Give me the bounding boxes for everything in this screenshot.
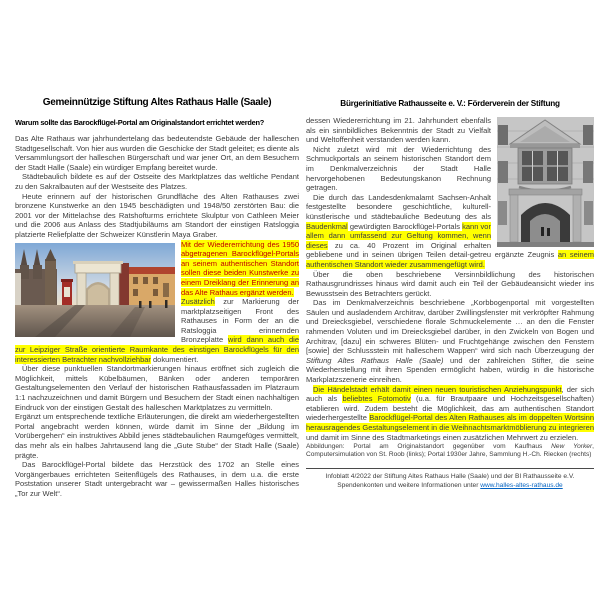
right-column-title: Bürgerinitiative Rathausseite e. V.: Förderverein der Stiftung xyxy=(340,99,560,108)
left-column xyxy=(15,97,299,499)
paragraph: Über die oben beschriebene Versinnbildlichung des historischen Rathausgrundrisses hinaus wird damit auch ein Teil der Gebäudeansicht wieder ins Bewusstsein des Betrachters gerückt. xyxy=(306,269,594,298)
footer-line2 xyxy=(306,482,594,491)
paragraph: Das im Denkmalverzeichnis beschriebene „Korbbogenportal mit vorgestellten Säulen und ausladendem Architrav, darüber Zwillingsfenster mit verkröpfter Rahmung und Dreiecksgiebel, verschiedene florale Schmuckelemente … an den die Fenster rahmenden Voluten und im Dreiecksgiebel darüber, in den Zwickeln von Bogen und Architrav, [dazu] ein schweres Blüten- und Fruchtgehänge zwischen den Fenstern [sowie] der Schlussstein mit halleschem Wappen“ wird sich nach Überzeugung der Stiftung Altes Rathaus Halle (Saale) und der zahlreichen Stifter, die seine Wiederherstellung mit ihren Spenden ermöglicht haben, würdig in die historische Markplatzszenerie einreihen. xyxy=(306,298,594,385)
footer-line2-text: Spendenkonten und weitere Informationen unter xyxy=(337,481,481,489)
paragraph: Das Barockflügel-Portal bildete das Herzstück des 1702 an Stelle eines Vorgängerbaues errichteten Seitenflügels des Rathauses, in dem u.a. die erste Poststation unserer Stadt untergebracht war – gewissermaßen Halles historisches „Tor zur Welt“. xyxy=(15,460,299,498)
paragraph: Heute erinnern auf der historischen Grundfläche des Alten Rathauses zwei bronzene Kunstwerke an den 1945 beschädigten und 1948/50 zerstörten Bau: die 2001 vor der Mittelachse des Ratshofturms errichtete Skulptur von Cathleen Meier und die 2006 aus Anlass des Stadtjubiläums am Standort der einstigen Ratsloggia platzierte Reliefplatte der Schweizer Künstlerin Maya Graber. xyxy=(15,191,299,239)
website-link[interactable]: www.halles-altes-rathaus.de xyxy=(480,481,563,489)
paragraph: Nicht zuletzt wird mit der Wiederrichtung des Schmuckportals an seinem historischen Standort dem im Denkmalverzeichnis der Stadt Halle hervorgehobenen Bedeutungskanon Rechnung getragen. xyxy=(306,144,491,193)
image-credits-caption: Abbildungen: Portal am Originalstandort gegenüber vom Kaufhaus New Yorker, Computersimulation von St. Roob (links); Portal 1930er Jahre, Sammlung H.-Ch. Riecken (rechts) xyxy=(306,443,594,459)
portal-photo-illustration xyxy=(497,117,594,247)
footer-divider xyxy=(306,468,594,469)
footer-line1: Infoblatt 4/2022 der Stiftung Altes Rathaus Halle (Saale) und der BI Rathausseite e.V. xyxy=(325,472,575,480)
left-column-title: Gemeinnützige Stiftung Altes Rathaus Halle (Saale) xyxy=(42,97,272,108)
paragraph: Städtebaulich bildete es auf der Ostseite des Marktplatzes das weltliche Pendant zu den Sakralbauten auf der Westseite des Platzes. xyxy=(15,172,299,191)
paragraph: Das Alte Rathaus war jahrhundertelang das bedeutendste Gebäude der halleschen Stadtgesellschaft. Von hier aus wurden die Geschicke der Stadt geleitet; es diente als Versammlungsort der halleschen Bürgerschaft und war jener Ort, an dem Besuchern der Stadt Halle (Saale) ein würdiger Empfang bereitet wurde. xyxy=(15,134,299,172)
paragraph: Die durch das Landesdenkmalamt Sachsen-Anhalt festgestellte besondere geschichtliche, kulturell-künstlerische und städtebauliche Bedeutung des als Baudenkmal gewürdigten Barockflügel-Portals kann vor allem dann umfassend zur Geltung kommen, wenn dieses zu ca. 40 Prozent im Original erhalten gebliebene und in seinen übrigen Teilen detail-getreu ergänzte Zeugnis an seinem authentischen Standort wieder zusammengefügt wird. xyxy=(306,192,594,269)
paragraph: dessen Wiedererrichtung im 21. Jahrhundert ebenfalls als ein sinnbildliches Bekenntnis der Stadt zu Vielfalt und Weltoffenheit verstanden werden kann. xyxy=(306,116,491,145)
left-column-question: Warum sollte das Barockflügel-Portal am Originalstandort errichtet werden? xyxy=(15,118,264,127)
paragraph: Ergänzt um entsprechende textliche Erläuterungen, die direkt am wiederhergestellten Portal angebracht werden können, würde damit im Sinne der „Bildung im Vorübergehen“ ein instruktives Abbild jenes städtebaulichen Raumgefüges vermittelt, das mehr als ein halbes Jahrtausend lang die „Gute Stube“ der Stadt Halle (Saale) prägte. xyxy=(15,412,299,460)
paragraph: Über diese punktuellen Standortmarkierungen hinaus eröffnet sich zugleich die Möglichkeit, mittels Kübelbäumen, Bänken oder anderen temporären Gestaltungselementen den Verlauf der historischen Rathausfassaden im Platzraum 1:1 nachzuzeichnen und damit Bürgern und Besuchern der Stadt einen nachhaltigen Eindruck von der einstigen Gestalt des halleschen Marktplatzes zu vermitteln. xyxy=(15,364,299,412)
footer xyxy=(306,473,594,491)
paragraph-highlighted-red: Mit der Wiedererrichtung des 1950 abgetragenen Barockflügel-Portals an seinem authentischen Standort sollen diese beiden Kunstwerke zu einem Dreiklang der Erinnerung an das Alte Rathaus ergänzt werden. xyxy=(181,239,299,297)
portal-1930s-photo xyxy=(497,117,594,247)
paragraph-highlighted: Die Händelstadt erhält damit einen neuen touristischen Anziehungspunkt, der sich auch als beliebtes Fotomotiv (u.a. für Brautpaare und Hochzeitsgesellschaften) etablieren wird. Zudem besteht die Möglichkeit, das am authentischen Standort wiederhergestellte Barockflügel-Portal des Alten Rathauses als im doppelten Wortsinn herausragendes Gestaltungselement in die Weihnachtsmarktmöblierung zu integrieren und damit im Sinne des Stadtmarketings einen zusätzlichen Mehrwert zu erzielen. xyxy=(306,384,595,442)
marketplace-simulation-photo xyxy=(15,243,175,337)
paragraph: Zusätzlich zur Markierung der marktplatzseitigen Front des Rathauses in Form der an die Ratsloggia erinnernden Bronzeplatte wird dann auch die zur Leipziger Straße orientierte Raumkante des einstigen Barockflügels für den interessierten Betrachter nachvollziehbar dokumentiert. xyxy=(15,297,299,364)
right-column xyxy=(306,99,594,490)
marketplace-photo-illustration xyxy=(15,243,175,337)
